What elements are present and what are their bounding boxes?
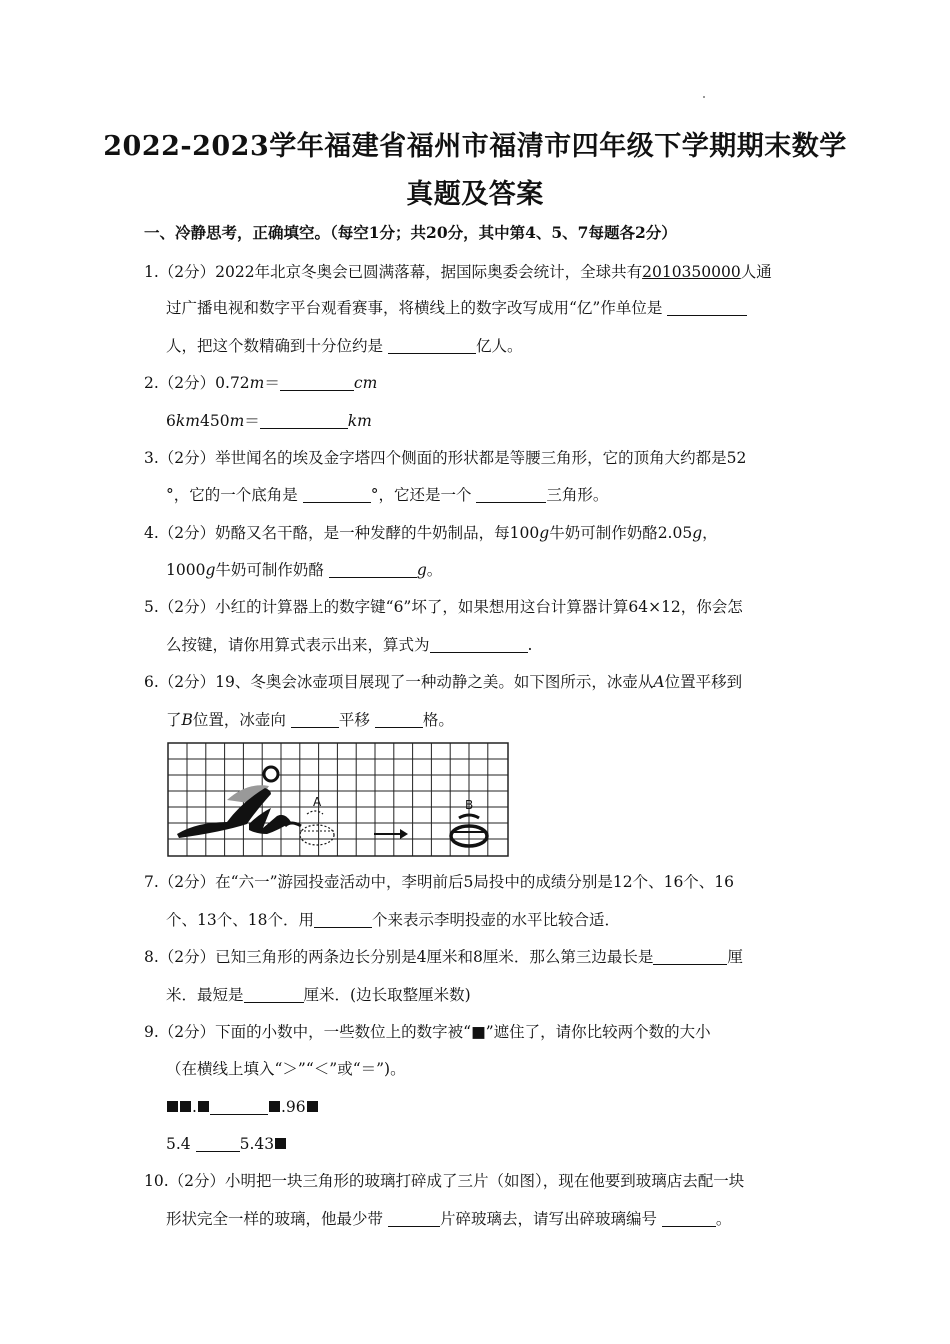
- text: ，: [702, 524, 718, 542]
- answer-blank[interactable]: [244, 986, 304, 1003]
- answer-blank[interactable]: [388, 1210, 440, 1227]
- answer-blank[interactable]: [388, 337, 476, 354]
- answer-blank[interactable]: [210, 1098, 268, 1115]
- scan-dot: [703, 96, 705, 98]
- text: 4.（2分）奶酪又名干酪，是一种发酵的牛奶制品，每100: [144, 524, 540, 542]
- text: 个、13个、18个．用: [166, 911, 314, 929]
- question-10-line2: [166, 1208, 731, 1230]
- text: 厘: [727, 948, 743, 966]
- text: 。: [426, 561, 443, 579]
- question-9-row2: [166, 1133, 287, 1155]
- question-1-line2: [166, 297, 747, 319]
- hidden-digit-icon: [180, 1101, 191, 1112]
- unit: km: [347, 412, 372, 430]
- stone-a-icon: [300, 795, 334, 845]
- text: 牛奶可制作奶酪2.05: [549, 524, 693, 542]
- question-1-line3: [166, 335, 522, 357]
- text: °，它还是一个: [370, 486, 472, 504]
- answer-blank[interactable]: [196, 1135, 240, 1152]
- text: 片碎玻璃去，请写出碎玻璃编号: [439, 1210, 657, 1228]
- question-8-line2: [166, 984, 471, 1006]
- question-2-line1: [144, 372, 377, 394]
- text: 2.（2分）0.72: [144, 374, 250, 392]
- question-9-line2: （在横线上填入“＞”“＜”或“＝”)。: [166, 1060, 406, 1078]
- label: A: [653, 673, 665, 691]
- text: 个来表示李明投壶的水平比较合适．: [371, 911, 620, 929]
- text: 格。: [422, 711, 454, 729]
- text: 亿人。: [475, 337, 523, 355]
- question-7-line1: 7.（2分）在“六一”游园投壶活动中，李明前后5局投中的成绩分别是12个、16个、16: [144, 873, 735, 891]
- question-1-line1: [144, 261, 772, 283]
- text: 位置平移到: [664, 673, 743, 691]
- label: B: [181, 711, 193, 729]
- text: 5.43: [239, 1135, 275, 1153]
- text: ＝: [264, 374, 280, 392]
- answer-blank[interactable]: [291, 711, 339, 728]
- text: 位置，冰壶向: [192, 711, 286, 729]
- answer-blank[interactable]: [430, 636, 528, 653]
- answer-blank[interactable]: [260, 412, 348, 429]
- text: 牛奶可制作奶酪: [215, 561, 324, 579]
- unit: cm: [353, 374, 378, 392]
- answer-blank[interactable]: [303, 486, 371, 503]
- curling-grid-figure: [167, 742, 510, 858]
- text: 平移: [338, 711, 370, 729]
- answer-blank[interactable]: [280, 374, 354, 391]
- answer-blank[interactable]: [653, 948, 727, 965]
- hidden-digit-icon: [307, 1101, 318, 1112]
- answer-blank[interactable]: [329, 561, 417, 578]
- curler-figure-icon: [177, 767, 301, 838]
- question-8-line1: [144, 946, 743, 968]
- answer-blank[interactable]: [314, 911, 372, 928]
- question-4-line1: [144, 522, 718, 544]
- arrow-right-icon: [374, 829, 408, 839]
- question-3-line2: [166, 484, 608, 506]
- section-heading: 一、冷静思考，正确填空。（每空1分；共20分，其中第4、5、7每题各2分）: [144, 223, 677, 242]
- unit: km: [175, 412, 200, 430]
- question-5-line1: 5.（2分）小红的计算器上的数字键“6”坏了，如果想用这台计算器计算64×12，你会怎: [144, 598, 743, 616]
- text: 过广播电视和数字平台观看赛事，将横线上的数字改写成用“亿”作单位是: [166, 299, 663, 317]
- hidden-digit-icon: [198, 1101, 209, 1112]
- label-b: B: [465, 798, 474, 812]
- text: .96: [280, 1098, 306, 1116]
- hidden-digit-icon: [275, 1138, 286, 1149]
- unit: g: [692, 524, 703, 542]
- question-3-line1: 3.（2分）举世闻名的埃及金字塔四个侧面的形状都是等腰三角形，它的顶角大约都是52: [144, 449, 747, 467]
- text: 1.（2分）2022年北京冬奥会已圆满落幕，据国际奥委会统计，全球共有: [144, 263, 643, 281]
- text: .: [192, 1098, 197, 1116]
- unit: g: [539, 524, 550, 542]
- text: 6.（2分）19、冬奥会冰壶项目展现了一种动静之美。如下图所示，冰壶从: [144, 673, 654, 691]
- text: 厘米．(边长取整厘米数): [303, 986, 471, 1004]
- text: 。: [715, 1210, 732, 1228]
- unit: m: [229, 412, 245, 430]
- grid-lines: [168, 743, 508, 856]
- question-6-line2: [166, 709, 454, 731]
- text: ＝: [244, 412, 260, 430]
- unit: m: [249, 374, 265, 392]
- label-a: A: [313, 795, 322, 809]
- question-7-line2: [166, 909, 620, 931]
- unit: g: [205, 561, 216, 579]
- answer-blank[interactable]: [667, 299, 747, 316]
- question-5-line2: [166, 634, 532, 656]
- question-6-line1: [144, 671, 742, 693]
- text: 三角形。: [546, 486, 609, 504]
- question-4-line2: [166, 559, 442, 581]
- answer-blank[interactable]: [375, 711, 423, 728]
- hidden-digit-icon: [167, 1101, 178, 1112]
- text: 么按键，请你用算式表示出来，算式为: [166, 636, 430, 654]
- text: °，它的一个底角是: [166, 486, 298, 504]
- text: 了: [166, 711, 182, 729]
- text: 1000: [166, 561, 206, 579]
- text: 8.（2分）已知三角形的两条边长分别是4厘米和8厘米．那么第三边最长是: [144, 948, 654, 966]
- text: 6: [166, 412, 176, 430]
- page-title-line1: 2022-2023学年福建省福州市福清市四年级下学期期末数学: [103, 131, 847, 162]
- hidden-digit-icon: [269, 1101, 280, 1112]
- text: 人，把这个数精确到十分位约是: [166, 337, 384, 355]
- question-9-row1: [166, 1096, 319, 1118]
- page-title-line2: 真题及答案: [406, 179, 544, 210]
- answer-blank[interactable]: [662, 1210, 716, 1227]
- question-2-line2: [166, 410, 372, 432]
- text: .: [527, 636, 533, 654]
- text: 450: [199, 412, 230, 430]
- question-10-line1: 10.（2分）小明把一块三角形的玻璃打碎成了三片（如图），现在他要到玻璃店去配一块: [144, 1172, 745, 1190]
- text: 5.4: [166, 1135, 191, 1153]
- text: 人通: [740, 263, 772, 281]
- underlined-number: 2010350000: [642, 263, 741, 281]
- question-9-line1: 9.（2分）下面的小数中，一些数位上的数字被“■”遮住了，请你比较两个数的大小: [144, 1023, 711, 1041]
- answer-blank[interactable]: [476, 486, 546, 503]
- unit: g: [416, 561, 427, 579]
- grid-svg: [167, 742, 510, 858]
- text: 米．最短是: [166, 986, 244, 1004]
- text: 形状完全一样的玻璃，他最少带: [166, 1210, 384, 1228]
